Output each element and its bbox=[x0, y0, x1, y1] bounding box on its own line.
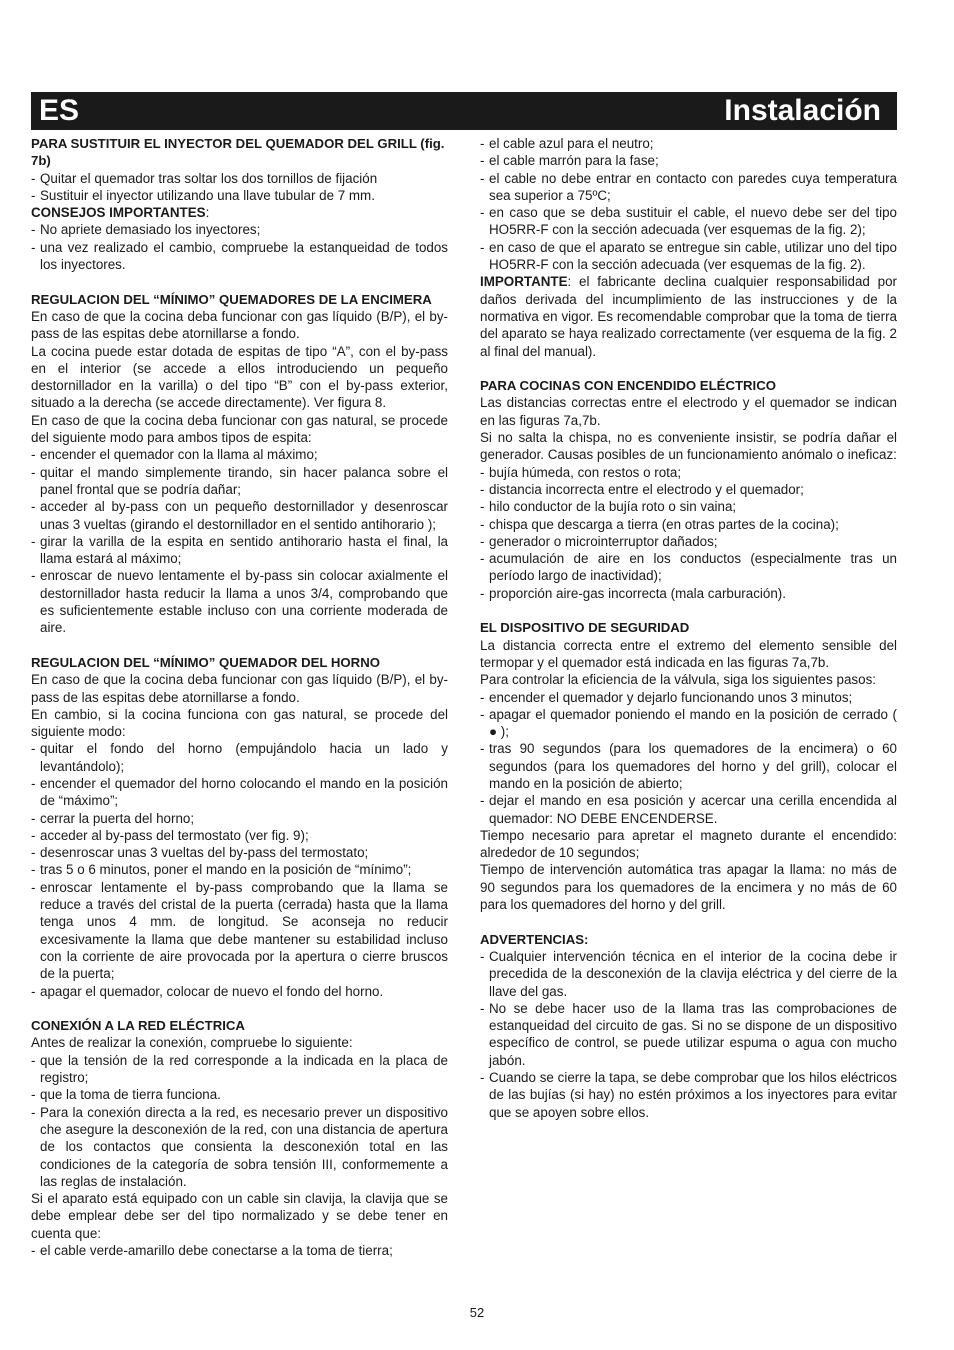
paragraph: Antes de realizar la conexión, compruebe lo siguiente: bbox=[31, 1035, 353, 1051]
importante-paragraph bbox=[480, 273, 897, 359]
page-title: Instalación bbox=[724, 94, 881, 127]
list-item: - distancia incorrecta entre el electrodo y el quemador; bbox=[480, 481, 897, 498]
list-item: - No apriete demasiado los inyectores; bbox=[31, 221, 448, 238]
left-column bbox=[31, 135, 448, 1259]
list-item: - en caso que se deba sustituir el cable, el nuevo debe ser del tipo HO5RR-F con la sección adecuada (ver esquemas de la fig. 2); bbox=[480, 204, 897, 239]
paragraph: La cocina puede estar dotada de espitas de tipo “A”, con el by-pass en el interior (se accede a ellos introduciendo un pequeño destornillador en la varilla) o del tipo “B” con el by-pass exterior, situado a la derecha (se accede directamente). Ver figura 8. bbox=[31, 343, 448, 411]
page-header bbox=[31, 92, 897, 130]
list-item: - Para la conexión directa a la red, es necesario prever un dispositivo che asegure la desconexión de la red, con una distancia de apertura de los contactos que consienta la desconexión total en las condiciones de la categoría de sobra tensión III, conformemente a las reglas de instalación. bbox=[31, 1104, 448, 1190]
importante-text: : el fabricante declina cualquier responsabilidad por daños derivada del incumplimiento de las instrucciones y de la normativa en vigor. Es recomendable comprobar que la toma de tierra del aparato se haya realizado correctamente (ver esquema de la fig. 2 al final del manual). bbox=[480, 274, 897, 359]
section-title-dispositivo-seguridad: EL DISPOSITIVO DE SEGURIDAD bbox=[480, 620, 690, 636]
paragraph: Si el aparato está equipado con un cable sin clavija, la clavija que se debe emplear debe ser del tipo normalizado y se debe tener en cuenta que: bbox=[31, 1191, 448, 1241]
minimo-horno-steps bbox=[31, 740, 448, 999]
list-item: - desenroscar unas 3 vueltas del by-pass del termostato; bbox=[31, 844, 448, 861]
grill-injector-steps bbox=[31, 170, 448, 205]
paragraph: Las distancias correctas entre el electrodo y el quemador se indican en las figuras 7a,7b. bbox=[480, 395, 897, 428]
section-title-minimo-horno: REGULACION DEL “MÍNIMO” QUEMADOR DEL HORNO bbox=[31, 654, 380, 670]
language-code: ES bbox=[39, 94, 80, 127]
section-title-conexion-red: CONEXIÓN A LA RED ELÉCTRICA bbox=[31, 1018, 245, 1034]
consejos-colon: : bbox=[205, 205, 210, 221]
list-item: - enroscar lentamente el by-pass comprobando que la llama se reduce a través del cristal de la puerta (cerrada) hasta que la llama tenga unos 4 mm. de longitud. Se aconseja no reducir excesivamente la llama que debe mantener su estabilidad incluso con la corriente de aire provocada por la apertura o cierre bruscos de la puerta; bbox=[31, 879, 448, 983]
consejos-heading bbox=[31, 204, 448, 221]
paragraph: Para controlar la eficiencia de la válvula, siga los siguientes pasos: bbox=[480, 672, 876, 688]
paragraph: En cambio, si la cocina funciona con gas natural, se procede del siguiente modo: bbox=[31, 706, 448, 740]
list-item: - generador o microinterruptor dañados; bbox=[480, 533, 897, 550]
list-item: - Cualquier intervención técnica en el interior de la cocina debe ir precedida de la desconexión de la clavija eléctrica y del cierre de la llave del gas. bbox=[480, 948, 897, 1000]
paragraph: En caso de que la cocina deba funcionar con gas líquido (B/P), el by-pass de las espitas debe atornillarse a fondo. bbox=[31, 672, 448, 705]
section-title-encendido-electrico: PARA COCINAS CON ENCENDIDO ELÉCTRICO bbox=[480, 378, 776, 394]
list-item: - encender el quemador y dejarlo funcionando unos 3 minutos; bbox=[480, 689, 897, 706]
list-item: - encender el quemador del horno colocando el mando en la posición de “máximo”; bbox=[31, 775, 448, 810]
right-column bbox=[480, 135, 897, 1121]
list-item: - quitar el fondo del horno (empujándolo hacia un lado y levantándolo); bbox=[31, 740, 448, 775]
list-item: - acumulación de aire en los conductos (especialmente tras un período largo de inactividad); bbox=[480, 550, 897, 585]
consejos-label: CONSEJOS IMPORTANTES bbox=[31, 205, 206, 221]
list-item: - hilo conductor de la bujía roto o sin vaina; bbox=[480, 498, 897, 515]
list-item: - apagar el quemador, colocar de nuevo el fondo del horno. bbox=[31, 983, 448, 1000]
importante-label: IMPORTANTE bbox=[480, 274, 568, 290]
cable-list-continued bbox=[480, 135, 897, 273]
paragraph: Si no salta la chispa, no es conveniente insistir, se podría dañar el generador. Causas posibles de un funcionamiento anómalo o ineficaz: bbox=[480, 430, 897, 463]
paragraph: En caso de que la cocina deba funcionar con gas líquido (B/P), el by-pass de las espitas debe atornillarse a fondo. bbox=[31, 308, 448, 342]
encendido-causes bbox=[480, 464, 897, 602]
list-item: - bujía húmeda, con restos o rota; bbox=[480, 464, 897, 481]
list-item: - acceder al by-pass del termostato (ver fig. 9); bbox=[31, 827, 448, 844]
list-item: - No se debe hacer uso de la llama tras las comprobaciones de estanqueidad del circuito de gas. Si no se dispone de un dispositivo específico de control, se puede utilizar espuma o agua con mucho jabón. bbox=[480, 1000, 897, 1069]
list-item: - Sustituir el inyector utilizando una llave tubular de 7 mm. bbox=[31, 187, 448, 204]
paragraph: Tiempo necesario para apretar el magneto durante el encendido: alrededor de 10 segundos; bbox=[480, 827, 897, 861]
list-item: - Cuando se cierre la tapa, se debe comprobar que los hilos eléctricos de las bujías (si hay) no estén próximos a los inyectores para evitar que se apoyen sobre ellos. bbox=[480, 1069, 897, 1121]
list-item: - tras 5 o 6 minutos, poner el mando en la posición de “mínimo”; bbox=[31, 861, 448, 878]
list-item: - proporción aire-gas incorrecta (mala carburación). bbox=[480, 585, 897, 602]
seguridad-steps bbox=[480, 689, 897, 827]
advertencias-list bbox=[480, 948, 897, 1121]
list-item: - encender el quemador con la llama al máximo; bbox=[31, 446, 448, 463]
list-item: - cerrar la puerta del horno; bbox=[31, 810, 448, 827]
page-number: 52 bbox=[469, 1305, 485, 1320]
list-item: - el cable marrón para la fase; bbox=[480, 152, 897, 169]
list-item: - tras 90 segundos (para los quemadores de la encimera) o 60 segundos (para los quemadores del horno y del grill), colocar el mando en la posición de abierto; bbox=[480, 740, 897, 792]
list-item: - Quitar el quemador tras soltar los dos tornillos de fijación bbox=[31, 170, 448, 187]
minimo-encimera-steps bbox=[31, 446, 448, 636]
list-item: - una vez realizado el cambio, compruebe la estanqueidad de todos los inyectores. bbox=[31, 239, 448, 274]
list-item: - enroscar de nuevo lentamente el by-pass sin colocar axialmente el destornillador hasta reducir la llama a unos 3/4, comprobando que es suficientemente estable incluso con una corriente moderada de aire. bbox=[31, 567, 448, 636]
list-item: - que la tensión de la red corresponde a la indicada en la placa de registro; bbox=[31, 1052, 448, 1087]
list-item: - el cable no debe entrar en contacto con paredes cuya temperatura sea superior a 75ºC; bbox=[480, 170, 897, 205]
conexion-checks bbox=[31, 1052, 448, 1190]
consejos-list bbox=[31, 221, 448, 273]
paragraph: La distancia correcta entre el extremo del elemento sensible del termopar y el quemador está indicada en las figuras 7a,7b. bbox=[480, 637, 897, 670]
cable-list-start bbox=[31, 1242, 448, 1259]
section-title-grill-injector: PARA SUSTITUIR EL INYECTOR DEL QUEMADOR DEL GRILL (fig. 7b) bbox=[31, 136, 445, 169]
list-item: - chispa que descarga a tierra (en otras partes de la cocina); bbox=[480, 516, 897, 533]
paragraph: En caso de que la cocina deba funcionar con gas natural, se procede del siguiente modo para ambos tipos de espita: bbox=[31, 412, 448, 446]
section-title-minimo-encimera: REGULACION DEL “MÍNIMO” QUEMADORES DE LA ENCIMERA bbox=[31, 291, 432, 307]
section-title-advertencias: ADVERTENCIAS: bbox=[480, 931, 589, 947]
list-item: - el cable azul para el neutro; bbox=[480, 135, 897, 152]
list-item: - apagar el quemador poniendo el mando en la posición de cerrado ( ● ); bbox=[480, 706, 897, 741]
list-item: - en caso de que el aparato se entregue sin cable, utilizar uno del tipo HO5RR-F con la sección adecuada (ver esquemas de la fig. 2). bbox=[480, 239, 897, 274]
list-item: - dejar el mando en esa posición y acercar una cerilla encendida al quemador: NO DEBE ENCENDERSE. bbox=[480, 792, 897, 827]
list-item: - acceder al by-pass con un pequeño destornillador y desenroscar unas 3 vueltas (girando el destornillador en el sentido antihorario ); bbox=[31, 498, 448, 533]
list-item: - girar la varilla de la espita en sentido antihorario hasta el final, la llama estará al máximo; bbox=[31, 533, 448, 568]
list-item: - el cable verde-amarillo debe conectarse a la toma de tierra; bbox=[31, 1242, 448, 1259]
paragraph: Tiempo de intervención automática tras apagar la llama: no más de 90 segundos para los quemadores de la encimera y no más de 60 para los quemadores del horno y del grill. bbox=[480, 862, 897, 913]
list-item: - que la toma de tierra funciona. bbox=[31, 1086, 448, 1103]
list-item: - quitar el mando simplemente tirando, sin hacer palanca sobre el panel frontal que se podría dañar; bbox=[31, 464, 448, 499]
